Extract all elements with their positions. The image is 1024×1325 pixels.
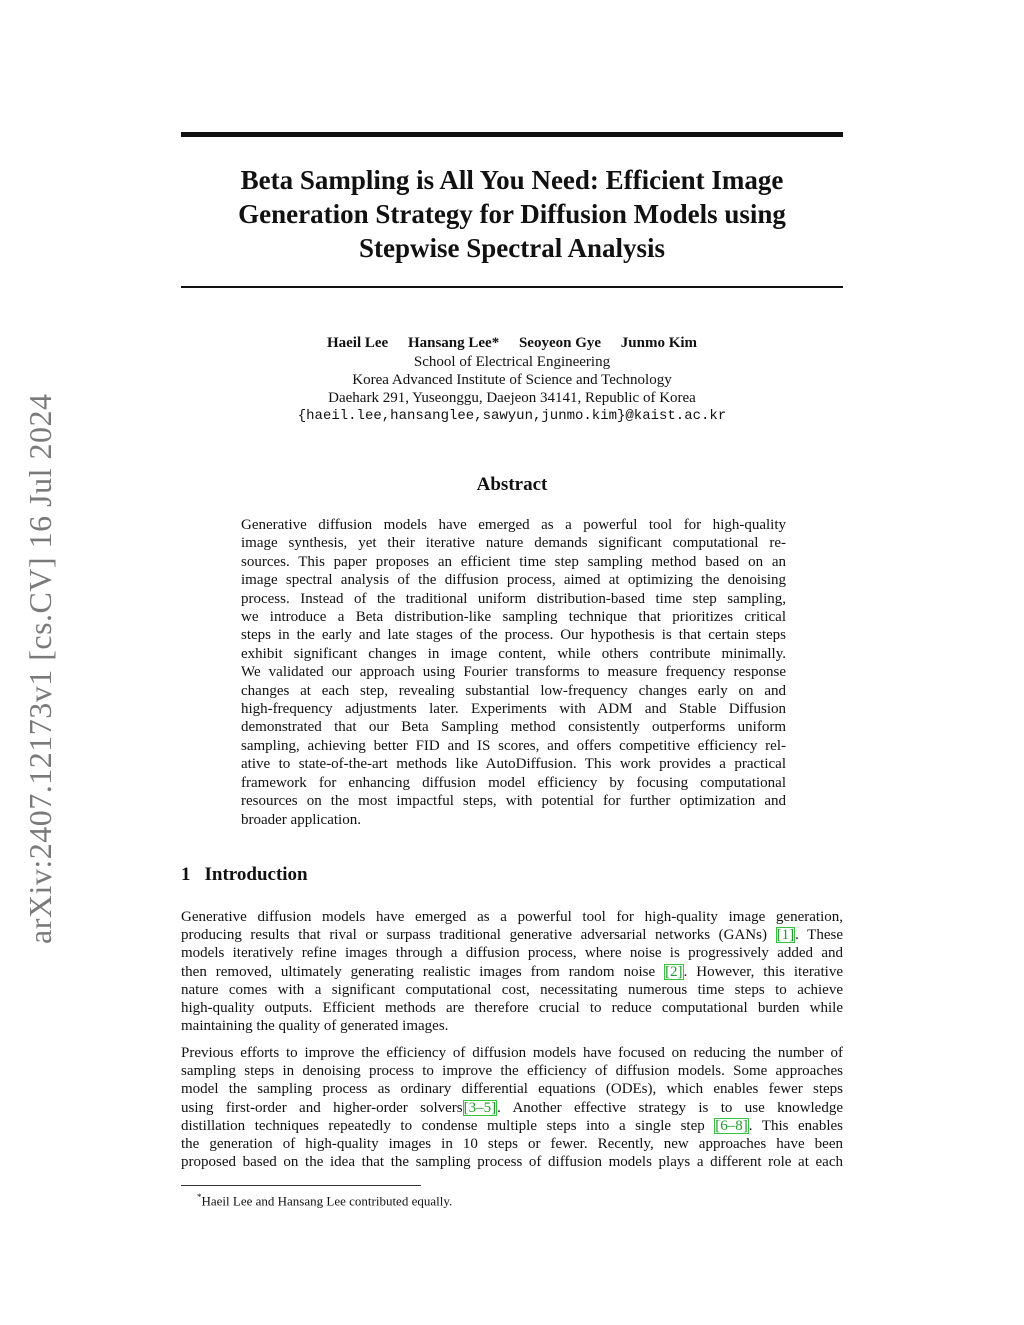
text-line: maintaining the quality of generated images. <box>181 1018 449 1035</box>
section-title: Introduction <box>204 864 308 885</box>
text-fragment: . These <box>795 927 844 944</box>
text-line: model the sampling process as ordinary differential equations (ODEs), which enables fewer steps <box>181 1081 843 1098</box>
text-line: the generation of high-quality images in 10 steps or fewer. Recently, new approaches have been <box>181 1136 843 1153</box>
author-name: Junmo Kim <box>620 335 698 351</box>
abstract-line: Generative diffusion models have emerged as a powerful tool for high-quality <box>241 517 786 533</box>
text-fragment: distillation techniques repeatedly to condense multiple steps into a single step <box>181 1117 715 1134</box>
abstract-line: changes at each step, revealing substantial low-frequency changes early on and <box>241 682 786 699</box>
text-line: models iteratively refine images through a diffusion process, where noise is progressively added and <box>181 945 843 962</box>
abstract-line: image synthesis, yet their iterative nature demands significant computational re- <box>241 535 786 552</box>
title-line: Beta Sampling is All You Need: Efficient Image <box>240 165 784 195</box>
footnote-rule <box>181 1185 421 1186</box>
text-line: Previous efforts to improve the efficiency of diffusion models have focused on reducing the number of <box>181 1045 843 1061</box>
text-fragment: using first-order and higher-order solvers <box>181 1099 463 1116</box>
text-line: sampling steps in denoising process to improve the efficiency of diffusion models. Some approaches <box>181 1063 843 1080</box>
abstract-line: steps in the early and late stages of the process. Our hypothesis is that certain steps <box>241 627 786 644</box>
affiliation-institute: Korea Advanced Institute of Science and Technology <box>352 372 672 388</box>
text-fragment: then removed, ultimately generating realistic images from random noise <box>181 963 665 980</box>
paper-title <box>181 163 843 265</box>
abstract-line: demonstrated that our Beta Sampling method consistently outperforms uniform <box>241 719 786 736</box>
footnote-mark: * <box>197 1192 202 1202</box>
abstract-text <box>241 516 786 829</box>
intro-paragraph-2 <box>181 1044 843 1171</box>
author-block <box>181 334 843 425</box>
text-fragment: . This enables <box>748 1117 844 1134</box>
author-names <box>181 334 843 352</box>
footnote-text: Haeil Lee and Hansang Lee contributed equally. <box>201 1193 453 1209</box>
abstract-line: We validated our approach using Fourier transforms to measure frequency response <box>241 664 786 681</box>
author-name: Haeil Lee <box>326 335 389 351</box>
citation-link[interactable]: [1] <box>776 927 795 944</box>
text-line: Generative diffusion models have emerged as a powerful tool for high-quality image generation, <box>181 909 843 925</box>
footnote <box>197 1189 452 1209</box>
text-line <box>181 1117 843 1135</box>
abstract-line: ative to state-of-the-art methods like AutoDiffusion. This work provides a practical <box>241 756 786 773</box>
text-fragment: producing results that rival or surpass traditional generative adversarial networks (GANs) <box>181 927 776 944</box>
title-top-rule <box>181 132 843 137</box>
abstract-line: sampling, achieving better FID and IS scores, and offers competitive efficiency rel- <box>241 737 786 754</box>
abstract-heading: Abstract <box>476 474 548 495</box>
title-line: Generation Strategy for Diffusion Models using <box>238 199 786 229</box>
section-number: 1 <box>181 864 191 885</box>
text-fragment: . Another effective strategy is to use knowledge <box>497 1099 843 1116</box>
text-line <box>181 963 843 981</box>
text-line <box>181 926 843 944</box>
abstract-line: image spectral analysis of the diffusion process, aimed at optimizing the denoising <box>241 572 786 589</box>
citation-link[interactable]: [2] <box>665 963 683 980</box>
affiliation-address: Daehark 291, Yuseonggu, Daejeon 34141, Republic of Korea <box>328 390 696 406</box>
author-emails: {haeil.lee,hansanglee,sawyun,junmo.kim}@kaist.ac.kr <box>297 408 727 424</box>
author-name: Seoyeon Gye <box>518 335 602 351</box>
author-name: Hansang Lee* <box>407 335 500 351</box>
text-fragment: . However, this iterative <box>683 963 844 980</box>
abstract-line: broader application. <box>241 811 361 828</box>
abstract-line: resources on the most impactful steps, with potential for further optimization and <box>241 793 786 810</box>
section-heading-introduction <box>181 864 308 886</box>
citation-link[interactable]: [3–5] <box>463 1099 497 1116</box>
abstract-line: exhibit significant changes in image content, while others contribute minimally. <box>241 645 786 662</box>
arxiv-stamp: arXiv:2407.12173v1 [cs.CV] 16 Jul 2024 <box>22 393 58 944</box>
abstract-line: sources. This paper proposes an efficient time step sampling method based on an <box>241 553 786 570</box>
text-line: proposed based on the idea that the sampling process of diffusion models plays a different role at each <box>181 1154 843 1171</box>
text-line: nature comes with a significant computational cost, necessitating numerous time steps to achieve <box>181 981 843 998</box>
abstract-line: high-frequency adjustments later. Experiments with ADM and Stable Diffusion <box>241 701 786 718</box>
affiliation-dept: School of Electrical Engineering <box>413 354 611 370</box>
abstract-line: framework for enhancing diffusion model efficiency by focusing computational <box>241 774 786 791</box>
abstract-line: process. Instead of the traditional uniform distribution-based time step sampling, <box>241 590 786 607</box>
abstract-line: we introduce a Beta distribution-like sampling technique that prioritizes critical <box>241 609 786 626</box>
citation-link[interactable]: [6–8] <box>715 1117 748 1134</box>
title-bottom-rule <box>181 286 843 288</box>
text-line <box>181 1099 843 1117</box>
text-line: high-quality outputs. Efficient methods are therefore crucial to reduce computational burden while <box>181 1000 843 1017</box>
title-line: Stepwise Spectral Analysis <box>358 233 666 263</box>
intro-paragraph-1 <box>181 908 843 1035</box>
